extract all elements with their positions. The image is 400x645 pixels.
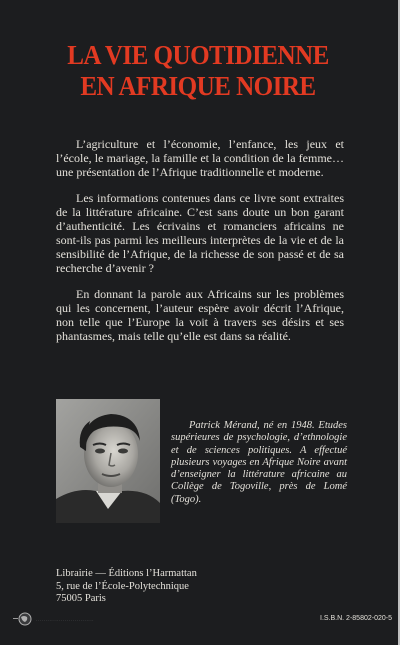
author-bio-text: Patrick Mérand, né en 1948. Etudes supérieures de psychologie, d’ethnologie et de sciences politiques. A effectué plusieurs voyages en Afrique Noire avant d’enseigner la littérature africaine au Collège de Togoville, près de Lomé (Togo). [171,420,347,505]
blurb-paragraph-3: En donnant la parole aux Africains sur les problèmes qui les concernent, l’auteur espère avoir décrit l’Afrique, non telle que l’Europe la voit à travers ses désirs et ses phantasmes, mais telle qu’elle est dans sa réalité. [56,287,344,343]
legal-small-print: . . . . . . . . . . . . . . . . . . . . . . . . . . . . . . [36,618,94,622]
publisher-city: 75005 Paris [56,593,106,604]
globe-icon [13,612,33,626]
publisher-info [56,568,197,606]
publisher-street: 5, rue de l’École-Polytechnique [56,580,189,592]
blurb-paragraph-2: Les informations contenues dans ce livre sont extraites de la littérature africaine. C’est sans doute un bon garant d’authenticité. Les écrivains et romanciers africains ne sont-ils pas parmi les meilleurs interprètes de la vie et de la sensibilité de l’Afrique, de la richesse de son passé et de sa recherche d’avenir ? [56,191,344,275]
author-portrait-image [56,399,160,523]
isbn-number: I.S.B.N. 2-85802-020-5 [320,615,392,622]
blurb [56,137,344,355]
book-title [14,40,382,102]
author-bio [171,420,347,506]
publisher-name: Librairie — Éditions l’Harmattan [56,568,197,579]
book-title-line-1: LA VIE QUOTIDIENNE [67,40,329,70]
blurb-paragraph-1: L’agriculture et l’économie, l’enfance, les jeux et l’école, le mariage, la famille et la condition de la femme… une présentation de l’Afrique traditionnelle et moderne. [56,137,344,179]
book-title-line-2: EN AFRIQUE NOIRE [80,71,316,101]
author-photo [56,399,160,523]
